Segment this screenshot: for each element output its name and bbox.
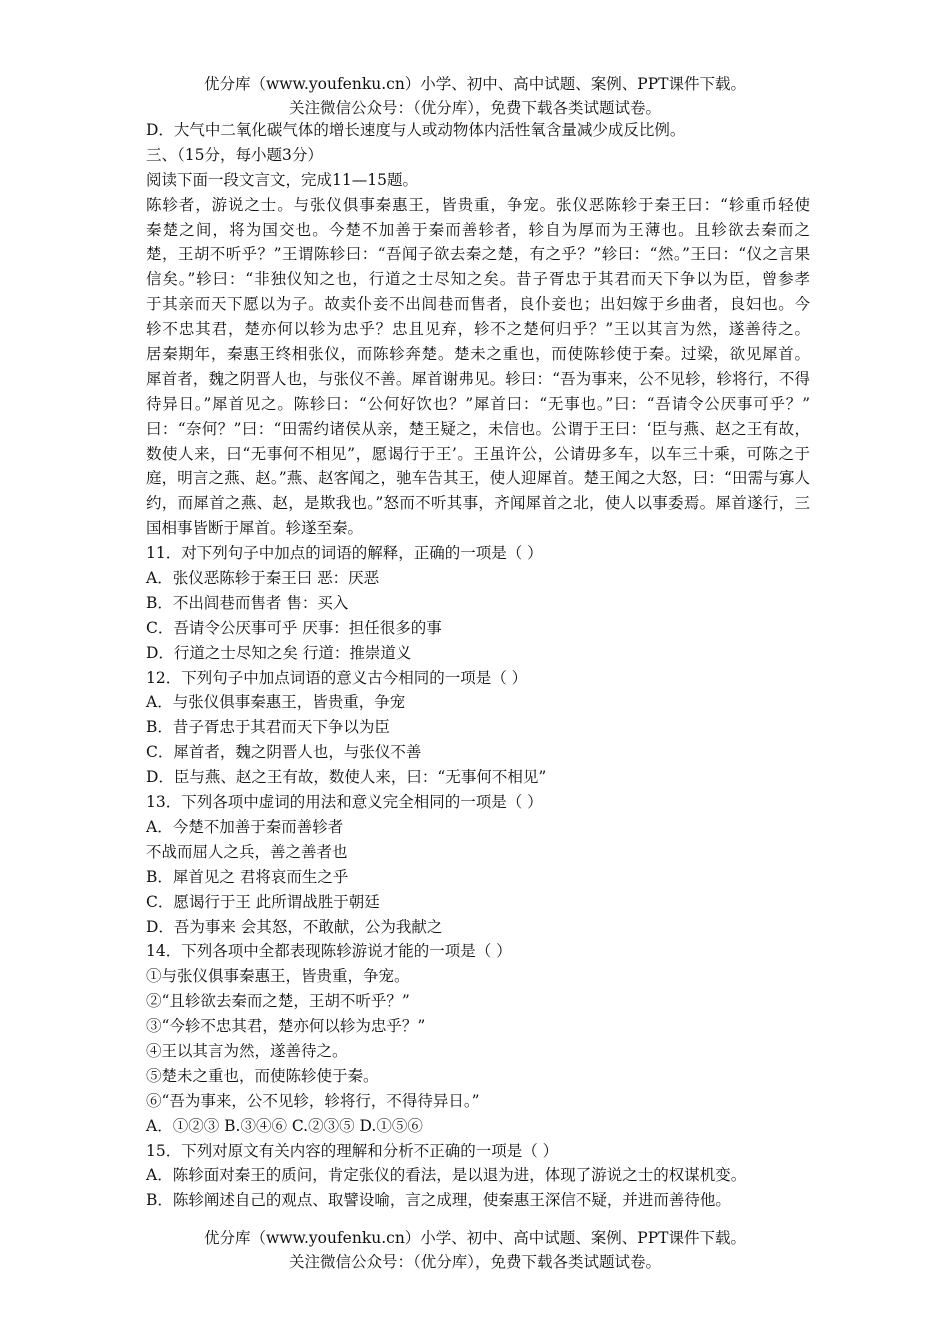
- question-12-option-a: A．与张仪俱事秦惠王，皆贵重，争宠: [146, 693, 406, 712]
- header-line-2: 关注微信公众号：（优分库），免费下载各类试题试卷。: [288, 99, 661, 117]
- question-11-option-c: C．吾请令公厌事可乎 厌事：担任很多的事: [146, 618, 442, 637]
- question-12-option-d: D．臣与燕、赵之王有故，数使人来，曰：“无事何不相见”: [146, 768, 547, 787]
- question-14-item-1: ①与张仪俱事秦惠王，皆贵重，争宠。: [146, 967, 410, 986]
- passage-line: 庭，明言之燕、赵。”燕、赵客闻之，驰车告其王，使人迎犀首。楚王闻之大怒，曰：“田需与寡人: [146, 469, 810, 488]
- passage-line: 曰：“奈何？”曰：“田需约诸侯从亲，楚王疑之，未信也。公谓于王曰：‘臣与燕、赵之王有故，: [146, 419, 810, 438]
- document-body: [146, 118, 810, 1213]
- previous-option-d: D．大气中二氧化碳气体的增长速度与人或动物体内活性氧含量减少成反比例。: [146, 121, 686, 139]
- header-line-1: 优分库（www.youfenku.cn）小学、初中、高中试题、案例、PPT课件下载。: [203, 75, 747, 93]
- passage-line: 于其亲而天下愿以为子。故卖仆妾不出闾巷而售者，良仆妾也；出妇嫁于乡曲者，良妇也。今: [146, 295, 810, 314]
- question-13-stem: 13．下列各项中虚词的用法和意义完全相同的一项是（ ）: [146, 793, 543, 812]
- question-12-option-c: C．犀首者，魏之阴晋人也，与张仪不善: [146, 743, 422, 762]
- question-15-stem: 15．下列对原文有关内容的理解和分析不正确的一项是（ ）: [146, 1141, 559, 1160]
- footer-line-2: 关注微信公众号：（优分库），免费下载各类试题试卷。: [288, 1253, 661, 1271]
- passage-line: 居秦期年，秦惠王终相张仪，而陈轸奔楚。楚未之重也，而使陈轸使于秦。过梁，欲见犀首。: [146, 345, 810, 364]
- question-13-option-a-cont: 不战而屈人之兵，善之善者也: [146, 842, 348, 861]
- question-13-option-b: B．犀首见之 君将哀而生之乎: [146, 867, 349, 886]
- passage-line: 约，而犀首之燕、赵，是欺我也。”怒而不听其事，齐闻犀首之北，使人以事委焉。犀首遂行，三: [146, 494, 810, 513]
- instruction: 阅读下面一段文言文，完成11—15题。: [146, 170, 418, 189]
- footer-line-1: 优分库（www.youfenku.cn）小学、初中、高中试题、案例、PPT课件下载。: [203, 1229, 747, 1247]
- passage-line: 陈轸者，游说之士。与张仪俱事秦惠王，皆贵重，争宠。张仪恶陈轸于秦王曰：“轸重币轻使: [146, 195, 810, 214]
- passage-line: 信矣。”轸曰：“非独仪知之也，行道之士尽知之矣。昔子胥忠于其君而天下争以为臣，曾参孝: [146, 270, 810, 289]
- question-12-option-b: B．昔子胥忠于其君而天下争以为臣: [146, 718, 390, 737]
- question-11-stem: 11．对下列句子中加点的词语的解释，正确的一项是（ ）: [146, 544, 543, 563]
- passage-line: 犀首者，魏之阴晋人也，与张仪不善。犀首谢弗见。轸曰：“吾为事来，公不见轸，轸将行，不得: [146, 369, 810, 388]
- questions: [146, 541, 810, 1213]
- passage-line: 待异日。”犀首见之。陈轸曰：“公何好饮也？”犀首曰：“无事也。”曰：“吾请令公厌事可乎？”: [146, 394, 810, 413]
- passage-line: 国相事皆断于犀首。轸遂至秦。: [146, 519, 364, 538]
- question-14-item-6: ⑥“吾为事来，公不见轸，轸将行，不得待异日。”: [146, 1091, 480, 1110]
- question-14-item-4: ④王以其言为然，遂善待之。: [146, 1041, 348, 1060]
- question-14-item-2: ②“且轸欲去秦而之楚，王胡不听乎？”: [146, 992, 410, 1011]
- question-11-option-a: A．张仪恶陈轸于秦王曰 恶：厌恶: [146, 569, 380, 588]
- question-11-option-b: B．不出闾巷而售者 售：买入: [146, 593, 349, 612]
- question-13-option-d: D．吾为事来 会其怒，不敢献，公为我献之: [146, 917, 443, 936]
- section-title: 三、（15分，每小题3分）: [146, 145, 323, 164]
- question-13-option-a: A．今楚不加善于秦而善轸者: [146, 817, 344, 836]
- question-15-option-b: B．陈轸阐述自己的观点、取譬设喻，言之成理，使秦惠王深信不疑，并进而善待他。: [146, 1191, 731, 1210]
- passage-line: 楚，王胡不听乎？”王谓陈轸曰：“吾闻子欲去秦之楚，有之乎？”轸曰：“然。”王曰：“仪之言果: [146, 245, 810, 264]
- passage-line: 轸不忠其君，楚亦何以轸为忠乎？忠且见弃，轸不之楚何归乎？”王以其言为然，遂善待之。: [146, 320, 810, 339]
- question-14-stem: 14．下列各项中全都表现陈轸游说才能的一项是（ ）: [146, 942, 512, 961]
- question-14-item-5: ⑤楚未之重也，而使陈轸使于秦。: [146, 1066, 379, 1085]
- question-14-item-3: ③“今轸不忠其君，楚亦何以轸为忠乎？”: [146, 1017, 426, 1036]
- passage-line: 秦楚之间，将为国交也。今楚不加善于秦而善轸者，轸自为厚而为王薄也。且轸欲去秦而之: [146, 220, 810, 239]
- question-12-stem: 12．下列句子中加点词语的意义古今相同的一项是（ ）: [146, 668, 528, 687]
- question-11-option-d: D．行道之士尽知之矣 行道：推崇道义: [146, 643, 412, 662]
- question-15-option-a: A．陈轸面对秦王的质问，肯定张仪的看法，是以退为进，体现了游说之士的权谋机变。: [146, 1166, 747, 1185]
- passage-line: 数使人来，曰“无事何不相见”，愿谒行于王’。王虽许公，公请毋多车，以车三十乘，可陈之于: [146, 444, 810, 463]
- question-13-option-c: C．愿谒行于王 此所谓战胜于朝廷: [146, 892, 380, 911]
- passage: [146, 193, 810, 541]
- question-14-options: A．①②③ B.③④⑥ C.②③⑤ D.①⑤⑥: [146, 1116, 423, 1135]
